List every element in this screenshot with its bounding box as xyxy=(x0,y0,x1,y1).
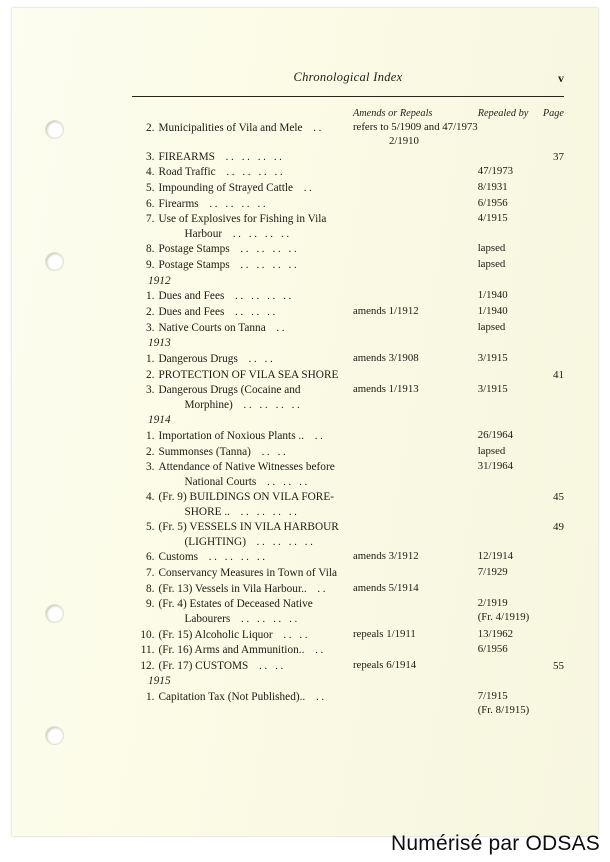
table-row[interactable] xyxy=(132,367,564,383)
year-heading: 1914 xyxy=(148,414,171,427)
leader-dots: .. .. xyxy=(272,628,311,641)
entry-amends xyxy=(353,212,478,242)
table-row[interactable] xyxy=(132,212,564,242)
entry-number: 7. xyxy=(145,213,155,226)
entry-title xyxy=(158,304,352,320)
entry-title xyxy=(158,490,352,520)
entry-number: 2. xyxy=(145,121,155,134)
entry-title-line: Postage Stamps xyxy=(158,243,230,256)
entry-title-line: (Fr. 4) Estates of Deceased Native xyxy=(158,598,313,611)
entry-amends xyxy=(353,289,478,305)
entry-number: 2. xyxy=(145,445,155,458)
entry-amends: amends 1/1912 xyxy=(352,304,419,317)
table-row[interactable] xyxy=(132,304,564,320)
entry-number: 2. xyxy=(145,305,155,318)
entry-title-line: Municipalities of Vila and Mele xyxy=(158,121,303,134)
entry-repealed-by: 1/1940 xyxy=(477,304,508,317)
entry-repealed-by: lapsed xyxy=(477,320,506,333)
entry-repealed-by: 6/1956 xyxy=(477,643,508,656)
table-row[interactable] xyxy=(132,428,564,444)
table-row[interactable] xyxy=(132,257,564,273)
table-row[interactable] xyxy=(132,289,564,305)
entry-repealed-by xyxy=(478,490,537,520)
page-header xyxy=(132,70,564,92)
entry-title-continuation: Morphine) .. .. .. .. xyxy=(184,398,303,411)
entry-title-continuation: (LIGHTING) .. .. .. .. xyxy=(184,535,316,548)
entry-title xyxy=(158,643,352,659)
table-row[interactable] xyxy=(132,550,564,566)
entry-page xyxy=(537,196,564,212)
year-heading: 1912 xyxy=(148,274,171,287)
entry-repealed-by: lapsed xyxy=(477,444,506,457)
entry-page xyxy=(537,180,564,196)
colhead-blank2 xyxy=(158,106,352,120)
entry-title-line: Dangerous Drugs (Cocaine and xyxy=(158,384,301,397)
entry-amends xyxy=(353,520,478,550)
entry-page xyxy=(537,689,564,718)
entry-repealed-by: 4/1915 xyxy=(477,212,508,225)
column-header-row xyxy=(132,106,564,120)
entry-page xyxy=(537,383,564,413)
leader-dots: .. .. .. .. xyxy=(224,290,294,303)
year-heading-row xyxy=(132,336,564,352)
leader-dots: .. .. .. .. xyxy=(230,612,300,625)
colhead-blank xyxy=(132,106,158,120)
year-heading-row xyxy=(132,273,564,289)
entry-title xyxy=(158,196,352,212)
entry-number: 8. xyxy=(145,243,155,256)
entry-amends xyxy=(353,165,478,181)
entry-amends xyxy=(353,597,478,627)
entry-page: 37 xyxy=(553,150,564,163)
leader-dots: .. .. .. .. xyxy=(198,197,269,210)
colhead-repealed: Repealed by xyxy=(477,107,529,119)
entry-amends xyxy=(353,428,478,444)
entry-page xyxy=(537,212,564,242)
entry-amends: amends 5/1914 xyxy=(352,581,419,594)
entry-number: 4. xyxy=(145,491,155,504)
year-heading: 1913 xyxy=(148,337,171,350)
entry-repealed-by: 3/1915 xyxy=(477,351,508,364)
entry-amends xyxy=(353,643,478,659)
entry-number: 8. xyxy=(145,582,155,595)
entry-page xyxy=(537,460,564,490)
scanned-page xyxy=(12,8,598,836)
entry-number: 6. xyxy=(145,197,155,210)
leader-dots: .. .. .. .. xyxy=(232,398,303,411)
entry-repealed-by: 3/1915 xyxy=(477,383,508,396)
entry-title xyxy=(158,581,352,597)
leader-dots: .. xyxy=(305,691,327,704)
table-row[interactable] xyxy=(132,581,564,597)
entry-title-line: Customs xyxy=(158,551,199,564)
entry-number: 5. xyxy=(145,521,155,534)
leader-dots: .. .. .. .. xyxy=(245,535,316,548)
entry-repealed-continuation: (Fr. 8/1915) xyxy=(477,703,530,716)
table-row[interactable] xyxy=(132,490,564,520)
table-row[interactable] xyxy=(132,383,564,413)
leader-dots: .. xyxy=(302,121,324,134)
entry-repealed-by: 6/1956 xyxy=(477,196,508,209)
entry-page: 49 xyxy=(553,521,564,534)
entry-page xyxy=(537,428,564,444)
colhead-amends: Amends or Repeals xyxy=(352,107,433,119)
entry-title xyxy=(158,627,352,643)
entry-page xyxy=(537,165,564,181)
entry-amends: amends 3/1912 xyxy=(352,550,419,563)
entry-title-line: Attendance of Native Witnesses before xyxy=(158,461,335,474)
year-heading-row xyxy=(132,413,564,429)
table-row[interactable] xyxy=(132,196,564,212)
punch-hole xyxy=(45,252,64,271)
watermark: Numérisé par ODSAS xyxy=(391,832,600,855)
punch-hole xyxy=(45,604,64,623)
entry-title-line: Conservancy Measures in Town of Vila xyxy=(158,567,337,580)
entry-number: 10. xyxy=(140,628,155,641)
entry-repealed-by: 26/1964 xyxy=(477,428,514,441)
entry-page: 41 xyxy=(553,368,564,381)
entry-number: 1. xyxy=(145,429,155,442)
leader-dots: .. .. .. .. xyxy=(215,166,286,179)
entry-repealed-by: 2/1919 (Fr. 4/1919) xyxy=(478,597,537,627)
table-row[interactable] xyxy=(132,597,564,627)
entry-page xyxy=(537,643,564,659)
entry-page xyxy=(537,597,564,627)
entry-number: 2. xyxy=(145,368,155,381)
entry-title-line: (Fr. 9) BUILDINGS ON VILA FORE- xyxy=(158,491,334,504)
entry-title xyxy=(158,242,352,258)
entry-page: 55 xyxy=(553,659,564,672)
entry-number: 1. xyxy=(145,691,155,704)
entry-repealed-by: lapsed xyxy=(477,258,506,271)
page-number: v xyxy=(558,71,564,85)
entry-amends xyxy=(353,367,478,383)
entry-page xyxy=(537,566,564,582)
leader-dots: .. xyxy=(306,582,329,595)
entry-amends xyxy=(353,566,478,582)
punch-hole xyxy=(45,726,64,745)
table-row[interactable] xyxy=(132,444,564,460)
entry-title xyxy=(158,428,352,444)
entry-amends xyxy=(353,460,478,490)
table-row[interactable] xyxy=(132,566,564,582)
entry-title xyxy=(158,597,352,627)
entry-repealed-continuation: (Fr. 4/1919) xyxy=(477,611,530,624)
table-row[interactable] xyxy=(132,149,564,165)
entry-repealed-by: 7/1915 (Fr. 8/1915) xyxy=(478,689,537,718)
entry-number: 11. xyxy=(140,644,155,657)
header-rule xyxy=(132,96,564,97)
leader-dots: .. xyxy=(304,429,326,442)
entry-title-line: Firearms xyxy=(158,197,199,210)
entry-number: 7. xyxy=(145,567,155,580)
entry-repealed-by xyxy=(478,581,537,597)
entry-title-line: PROTECTION OF VILA SEA SHORE xyxy=(158,368,339,381)
leader-dots: .. .. .. .. xyxy=(229,243,300,256)
entry-amends xyxy=(353,242,478,258)
entry-title xyxy=(158,444,352,460)
entry-page xyxy=(537,257,564,273)
entry-title xyxy=(158,120,352,149)
page-title: Chronological Index xyxy=(293,70,403,84)
entry-amends xyxy=(353,257,478,273)
entry-title-continuation: Labourers .. .. .. .. xyxy=(184,612,300,625)
entry-title-continuation: SHORE .. .. .. .. .. xyxy=(184,505,300,518)
leader-dots: .. .. .. .. xyxy=(229,505,300,518)
table-row[interactable] xyxy=(132,242,564,258)
entry-amends xyxy=(353,320,478,336)
entry-repealed-by: 13/1962 xyxy=(477,627,514,640)
entry-number: 9. xyxy=(145,598,155,611)
entry-page: 45 xyxy=(553,491,564,504)
entry-amends xyxy=(353,196,478,212)
entry-amends xyxy=(353,444,478,460)
colhead-page: Page xyxy=(542,107,564,119)
entry-amends xyxy=(353,149,478,165)
entry-repealed-by: 8/1931 xyxy=(477,181,508,194)
entry-amends: repeals 6/1914 xyxy=(352,658,417,671)
entry-title-line: Importation of Noxious Plants .. xyxy=(158,429,305,442)
entry-number: 9. xyxy=(145,259,155,272)
entry-title-line: (Fr. 15) Alcoholic Liquor xyxy=(158,628,273,641)
entry-page xyxy=(537,242,564,258)
entry-title xyxy=(158,367,352,383)
entry-number: 5. xyxy=(145,182,155,195)
table-row[interactable] xyxy=(132,120,564,149)
entry-amends xyxy=(353,689,478,718)
entry-repealed-by: 1/1940 xyxy=(477,289,508,302)
leader-dots: .. .. .. xyxy=(256,475,310,488)
table-row[interactable] xyxy=(132,320,564,336)
entry-page xyxy=(537,581,564,597)
entry-title-line: Road Traffic xyxy=(158,166,216,179)
entry-title-line: Capitation Tax (Not Published).. xyxy=(158,691,306,704)
table-row[interactable] xyxy=(132,643,564,659)
entry-title xyxy=(158,257,352,273)
entry-title-line: Dues and Fees xyxy=(158,290,225,303)
table-row[interactable] xyxy=(132,658,564,674)
leader-dots: .. .. .. .. xyxy=(222,227,292,240)
entry-title xyxy=(158,180,352,196)
index-table xyxy=(132,106,564,718)
entry-title-line: (Fr. 13) Vessels in Vila Harbour.. xyxy=(158,582,307,595)
page-content xyxy=(132,70,564,718)
leader-dots: .. .. xyxy=(237,352,276,365)
entry-page xyxy=(537,627,564,643)
entry-title xyxy=(158,289,352,305)
leader-dots: .. .. .. xyxy=(224,305,278,318)
entry-repealed-by: 47/1973 xyxy=(477,165,514,178)
table-row[interactable] xyxy=(132,520,564,550)
entry-page xyxy=(537,444,564,460)
table-row[interactable] xyxy=(132,689,564,718)
entry-repealed-by: 12/1914 xyxy=(477,550,514,563)
leader-dots: .. xyxy=(265,321,288,334)
entry-repealed-by xyxy=(478,367,537,383)
entry-title-line: Dangerous Drugs xyxy=(158,352,238,365)
entry-number: 3. xyxy=(145,321,155,334)
year-heading: 1915 xyxy=(148,675,171,688)
entry-page xyxy=(537,304,564,320)
entry-repealed-by xyxy=(478,520,537,550)
leader-dots: .. .. xyxy=(250,445,289,458)
entry-number: 6. xyxy=(145,551,155,564)
entry-title xyxy=(158,658,352,674)
punch-hole xyxy=(45,120,64,139)
leader-dots: .. .. .. .. xyxy=(229,259,300,272)
entry-title xyxy=(158,351,352,367)
entry-title-line: Dues and Fees xyxy=(158,305,225,318)
table-row[interactable] xyxy=(132,165,564,181)
entry-title-line: Summonses (Tanna) xyxy=(158,445,251,458)
entry-repealed-by xyxy=(478,658,537,674)
entry-title xyxy=(158,566,352,582)
entry-title-line: Impounding of Strayed Cattle xyxy=(158,182,294,195)
entry-title-continuation: Harbour .. .. .. .. xyxy=(184,227,292,240)
entry-repealed-by xyxy=(478,149,537,165)
entry-amends xyxy=(353,490,478,520)
entry-title-line: (Fr. 5) VESSELS IN VILA HARBOUR xyxy=(158,521,339,534)
leader-dots: .. xyxy=(293,182,315,195)
entry-amends: refers to 5/1909 and 47/1973 2/1910 xyxy=(352,120,478,147)
leader-dots: .. .. .. .. xyxy=(198,551,268,564)
entry-title xyxy=(158,320,352,336)
leader-dots: .. .. .. .. xyxy=(214,150,285,163)
entry-title xyxy=(158,212,352,242)
entry-title xyxy=(158,689,352,718)
entry-page xyxy=(537,289,564,305)
entry-page xyxy=(537,120,564,149)
entry-repealed-by xyxy=(478,120,537,149)
entry-amends-continuation: 2/1910 xyxy=(388,134,419,147)
table-row[interactable] xyxy=(132,627,564,643)
entry-title-line: FIREARMS xyxy=(158,150,215,163)
entry-page xyxy=(537,320,564,336)
entry-number: 4. xyxy=(145,166,155,179)
entry-title-line: Use of Explosives for Fishing in Vila xyxy=(158,213,327,226)
entry-title-line: Postage Stamps xyxy=(158,259,230,272)
leader-dots: .. .. xyxy=(248,659,286,672)
entry-amends: amends 3/1908 xyxy=(352,351,419,364)
table-row[interactable] xyxy=(132,460,564,490)
entry-title xyxy=(158,460,352,490)
table-row[interactable] xyxy=(132,180,564,196)
entry-title xyxy=(158,165,352,181)
entry-amends xyxy=(353,180,478,196)
year-heading-row xyxy=(132,674,564,690)
entry-title xyxy=(158,383,352,413)
entry-number: 1. xyxy=(145,352,155,365)
entry-number: 12. xyxy=(140,659,155,672)
entry-number: 3. xyxy=(145,461,155,474)
entry-title-continuation: National Courts .. .. .. xyxy=(184,475,310,488)
entry-number: 3. xyxy=(145,150,155,163)
entry-number: 1. xyxy=(145,290,155,303)
table-row[interactable] xyxy=(132,351,564,367)
entry-title-line: Native Courts on Tanna xyxy=(158,321,266,334)
entry-title-line: (Fr. 17) CUSTOMS xyxy=(158,659,249,672)
entry-title-line: (Fr. 16) Arms and Ammunition.. xyxy=(158,644,305,657)
entry-title xyxy=(158,520,352,550)
leader-dots: .. xyxy=(304,644,326,657)
entry-repealed-by: 7/1929 xyxy=(477,566,508,579)
entry-page xyxy=(537,351,564,367)
entry-amends: repeals 1/1911 xyxy=(352,627,416,640)
entry-title xyxy=(158,149,352,165)
entry-amends: amends 1/1913 xyxy=(352,383,419,396)
entry-repealed-by: lapsed xyxy=(477,242,506,255)
entry-repealed-by: 31/1964 xyxy=(477,460,514,473)
entry-page xyxy=(537,550,564,566)
entry-title xyxy=(158,550,352,566)
entry-number: 3. xyxy=(145,384,155,397)
